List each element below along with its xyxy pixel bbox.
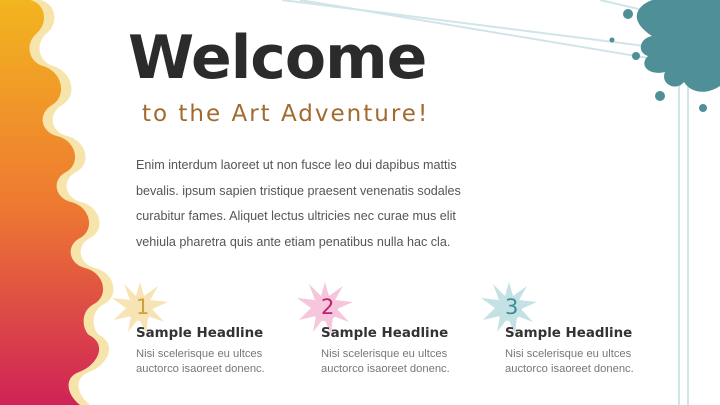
feature-description: [505, 347, 680, 377]
description-line: auctorco isaoreet donenc.: [321, 363, 450, 375]
feature-headline: Sample Headline: [136, 326, 264, 341]
description-line: Nisi scelerisque eu ultces: [321, 348, 448, 360]
description-line: Nisi scelerisque eu ultces: [505, 348, 632, 360]
description-line: auctorco isaoreet donenc.: [136, 363, 265, 375]
page-subtitle: to the Art Adventure!: [142, 101, 430, 127]
feature-number: 3: [505, 295, 519, 319]
feature-number: 1: [136, 295, 150, 319]
description-line: auctorco isaoreet donenc.: [505, 363, 634, 375]
feature-description: [136, 347, 311, 377]
intro-line: vehiula pharetra quis ante etiam penatibus nulla hac cla.: [136, 234, 451, 249]
description-line: Nisi scelerisque eu ultces: [136, 348, 263, 360]
feature-headline: Sample Headline: [321, 326, 449, 341]
page-title: Welcome: [128, 23, 427, 93]
feature-number: 2: [321, 295, 335, 319]
teal-ink-blob: [610, 0, 720, 112]
intro-paragraph: [136, 153, 516, 255]
intro-line: curabitur fames. Aliquet lectus ultricies nec curae mus elit: [136, 209, 456, 223]
intro-line: bevalis. ipsum sapien tristique praesent venenatis sodales: [136, 183, 461, 198]
feature-headline: Sample Headline: [505, 326, 633, 341]
feature-description: [321, 347, 496, 377]
intro-line: Enim interdum laoreet ut non fusce leo dui dapibus mattis: [136, 158, 457, 172]
